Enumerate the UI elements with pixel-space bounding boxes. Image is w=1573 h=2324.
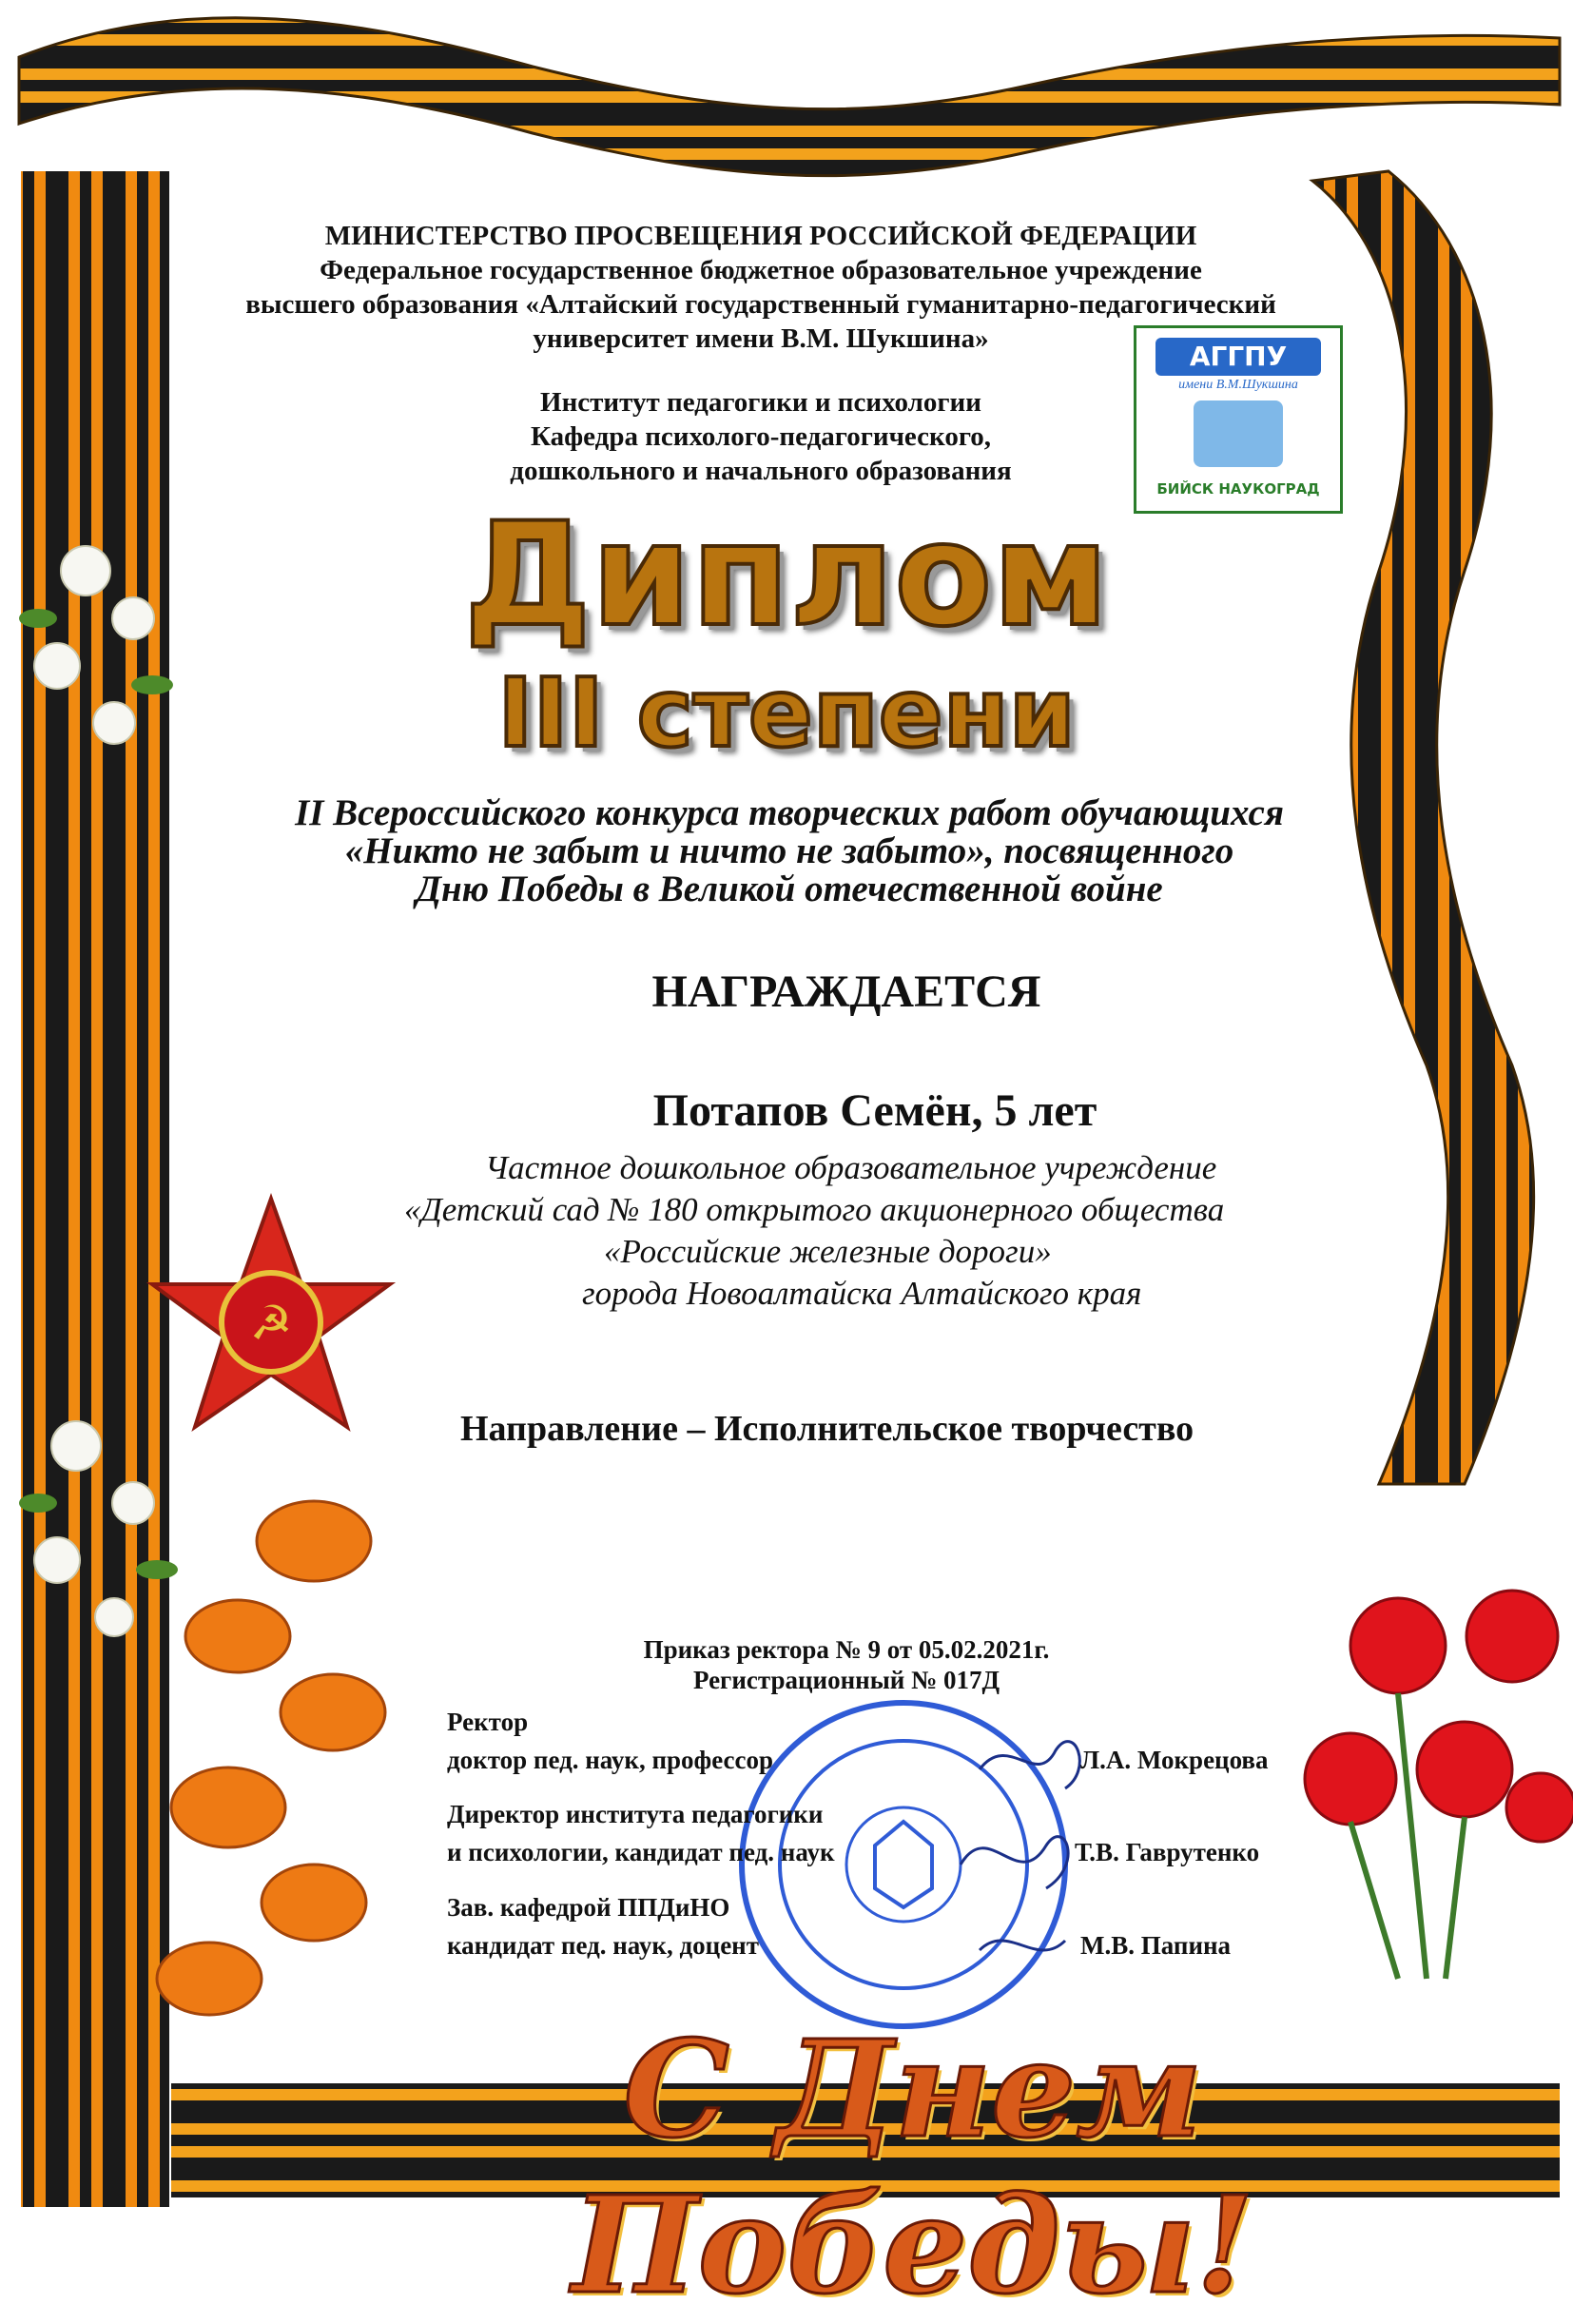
contest-line-1: II Всероссийского конкурса творческих работ обучающихся [295,792,1284,833]
signer-2-title-1: Директор института педагогики [447,1800,824,1828]
logo-city: БИЙСК НАУКОГРАД [1156,480,1320,498]
recipient-name: Потапов Семён, 5 лет [652,1085,1097,1136]
signer-1-name: Л.А. Мокрецова [1080,1746,1269,1774]
signer-3-title-1: Зав. кафедрой ППДиНО [447,1893,730,1922]
signer-1-title-1: Ректор [447,1708,529,1736]
left-ribbon [21,171,169,2207]
university-line-4: университет имени В.М. Шукшина» [533,323,989,354]
victory-day-banner: С Днем Победы! [572,2012,1254,2324]
ministry-name: МИНИСТЕРСТВО ПРОСВЕЩЕНИЯ РОССИЙСКОЙ ФЕДЕРАЦИИ [324,221,1197,251]
institute-name: Институт педагогики и психологии [540,387,981,418]
department-line-2: дошкольного и начального образования [510,456,1012,486]
order-block [533,1634,1160,1695]
contest-block [171,794,1408,908]
signer-3-title-2: кандидат пед. наук, доцент [447,1931,759,1960]
signer-3-name: М.В. Папина [1080,1931,1232,1960]
book-quill-icon [1194,400,1283,467]
competition-direction: Направление – Исполнительское творчество [460,1409,1194,1449]
logo-abbr: АГГПУ [1155,338,1321,376]
carnations [1305,1591,1573,1842]
registration-number: Регистрационный № 017Д [692,1666,1000,1694]
contest-line-2: «Никто не забыт и ничто не забыто», посвященного [344,830,1234,871]
contest-line-3: Дню Победы в Великой отечественной войне [416,869,1163,909]
department-line-1: Кафедра психолого-педагогического, [530,421,992,452]
awarded-label: НАГРАЖДАЕТСЯ [651,967,1041,1017]
svg-text:☭: ☭ [249,1296,293,1351]
university-line-3: высшего образования «Алтайский государственный гуманитарно-педагогический [245,289,1276,320]
diploma-title: Диплом [464,493,1109,658]
tulips [157,1501,385,2015]
recipient-org-1: Частное дошкольное образовательное учреждение [485,1149,1217,1186]
order-star-icon [152,1199,390,1427]
logo-subtitle: имени В.М.Шукшина [1178,378,1298,392]
signer-2-name: Т.В. Гаврутенко [1075,1838,1260,1866]
signer-1-title-2: доктор пед. наук, профессор [447,1746,774,1774]
recipient-org-2: «Детский сад № 180 открытого акционерного общества [404,1191,1225,1228]
university-logo [1134,325,1343,514]
diploma-degree: III степени [497,657,1076,769]
order-number: Приказ ректора № 9 от 05.02.2021г. [643,1635,1050,1664]
top-ribbon [19,18,1560,176]
university-line-2: Федеральное государственное бюджетное образовательное учреждение [320,255,1202,285]
signer-2-title-2: и психологии, кандидат пед. наук [447,1838,835,1866]
recipient-org-4: города Новоалтайска Алтайского края [582,1275,1142,1312]
recipient-org-3: «Российские железные дороги» [604,1233,1052,1270]
